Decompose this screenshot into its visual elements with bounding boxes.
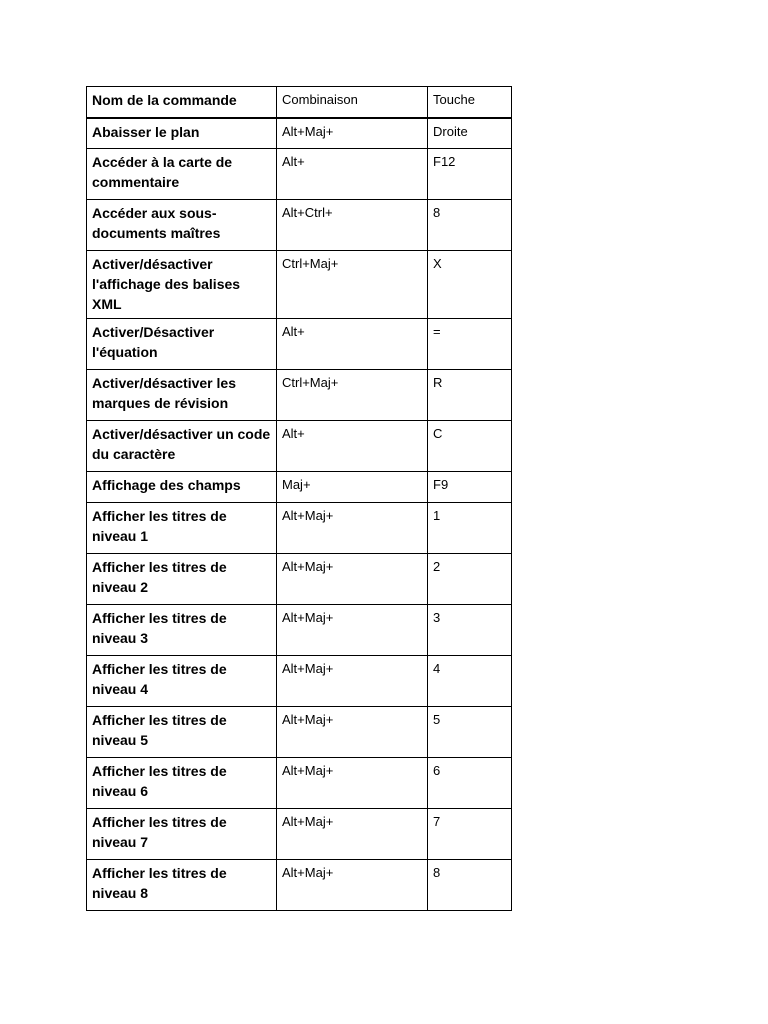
table-row	[87, 200, 512, 251]
combination-cell: Alt+	[277, 421, 428, 472]
combination-cell: Alt+Maj+	[277, 809, 428, 860]
key-cell: =	[428, 319, 512, 370]
command-cell: Afficher les titres de niveau 1	[87, 503, 277, 554]
table-row	[87, 251, 512, 319]
table-row	[87, 605, 512, 656]
table-row	[87, 758, 512, 809]
key-cell: 4	[428, 656, 512, 707]
command-cell: Activer/Désactiver l'équation	[87, 319, 277, 370]
table-row	[87, 319, 512, 370]
key-cell: 8	[428, 860, 512, 911]
command-cell: Abaisser le plan	[87, 118, 277, 149]
key-cell: R	[428, 370, 512, 421]
combination-cell: Alt+Maj+	[277, 118, 428, 149]
table-row	[87, 554, 512, 605]
command-cell: Afficher les titres de niveau 4	[87, 656, 277, 707]
key-cell: 6	[428, 758, 512, 809]
key-cell: F9	[428, 472, 512, 503]
key-cell: 5	[428, 707, 512, 758]
command-cell: Activer/désactiver les marques de révision	[87, 370, 277, 421]
table-row	[87, 118, 512, 149]
table-row	[87, 472, 512, 503]
command-cell: Afficher les titres de niveau 8	[87, 860, 277, 911]
table-row	[87, 421, 512, 472]
combination-cell: Alt+Maj+	[277, 605, 428, 656]
command-cell: Afficher les titres de niveau 5	[87, 707, 277, 758]
combination-cell: Alt+Ctrl+	[277, 200, 428, 251]
key-cell: 1	[428, 503, 512, 554]
key-cell: X	[428, 251, 512, 319]
combination-cell: Alt+Maj+	[277, 656, 428, 707]
command-cell: Afficher les titres de niveau 6	[87, 758, 277, 809]
command-cell: Afficher les titres de niveau 3	[87, 605, 277, 656]
key-cell: 7	[428, 809, 512, 860]
table-row	[87, 809, 512, 860]
key-cell: 3	[428, 605, 512, 656]
table-row	[87, 149, 512, 200]
key-cell: 8	[428, 200, 512, 251]
header-key: Touche	[428, 87, 512, 118]
command-cell: Accéder à la carte de commentaire	[87, 149, 277, 200]
key-cell: 2	[428, 554, 512, 605]
combination-cell: Alt+Maj+	[277, 503, 428, 554]
combination-cell: Alt+Maj+	[277, 707, 428, 758]
key-cell: F12	[428, 149, 512, 200]
key-cell: C	[428, 421, 512, 472]
combination-cell: Alt+	[277, 319, 428, 370]
table-row	[87, 503, 512, 554]
command-cell: Afficher les titres de niveau 2	[87, 554, 277, 605]
combination-cell: Alt+	[277, 149, 428, 200]
table-header-row	[87, 87, 512, 118]
key-cell: Droite	[428, 118, 512, 149]
combination-cell: Ctrl+Maj+	[277, 370, 428, 421]
command-cell: Activer/désactiver un code du caractère	[87, 421, 277, 472]
combination-cell: Maj+	[277, 472, 428, 503]
header-command: Nom de la commande	[87, 87, 277, 118]
command-cell: Afficher les titres de niveau 7	[87, 809, 277, 860]
combination-cell: Alt+Maj+	[277, 758, 428, 809]
command-cell: Activer/désactiver l'affichage des balises XML	[87, 251, 277, 319]
combination-cell: Alt+Maj+	[277, 860, 428, 911]
shortcut-table	[86, 86, 512, 911]
table-row	[87, 370, 512, 421]
table-row	[87, 707, 512, 758]
table-row	[87, 656, 512, 707]
command-cell: Affichage des champs	[87, 472, 277, 503]
table-row	[87, 860, 512, 911]
header-combination: Combinaison	[277, 87, 428, 118]
combination-cell: Alt+Maj+	[277, 554, 428, 605]
combination-cell: Ctrl+Maj+	[277, 251, 428, 319]
command-cell: Accéder aux sous-documents maîtres	[87, 200, 277, 251]
